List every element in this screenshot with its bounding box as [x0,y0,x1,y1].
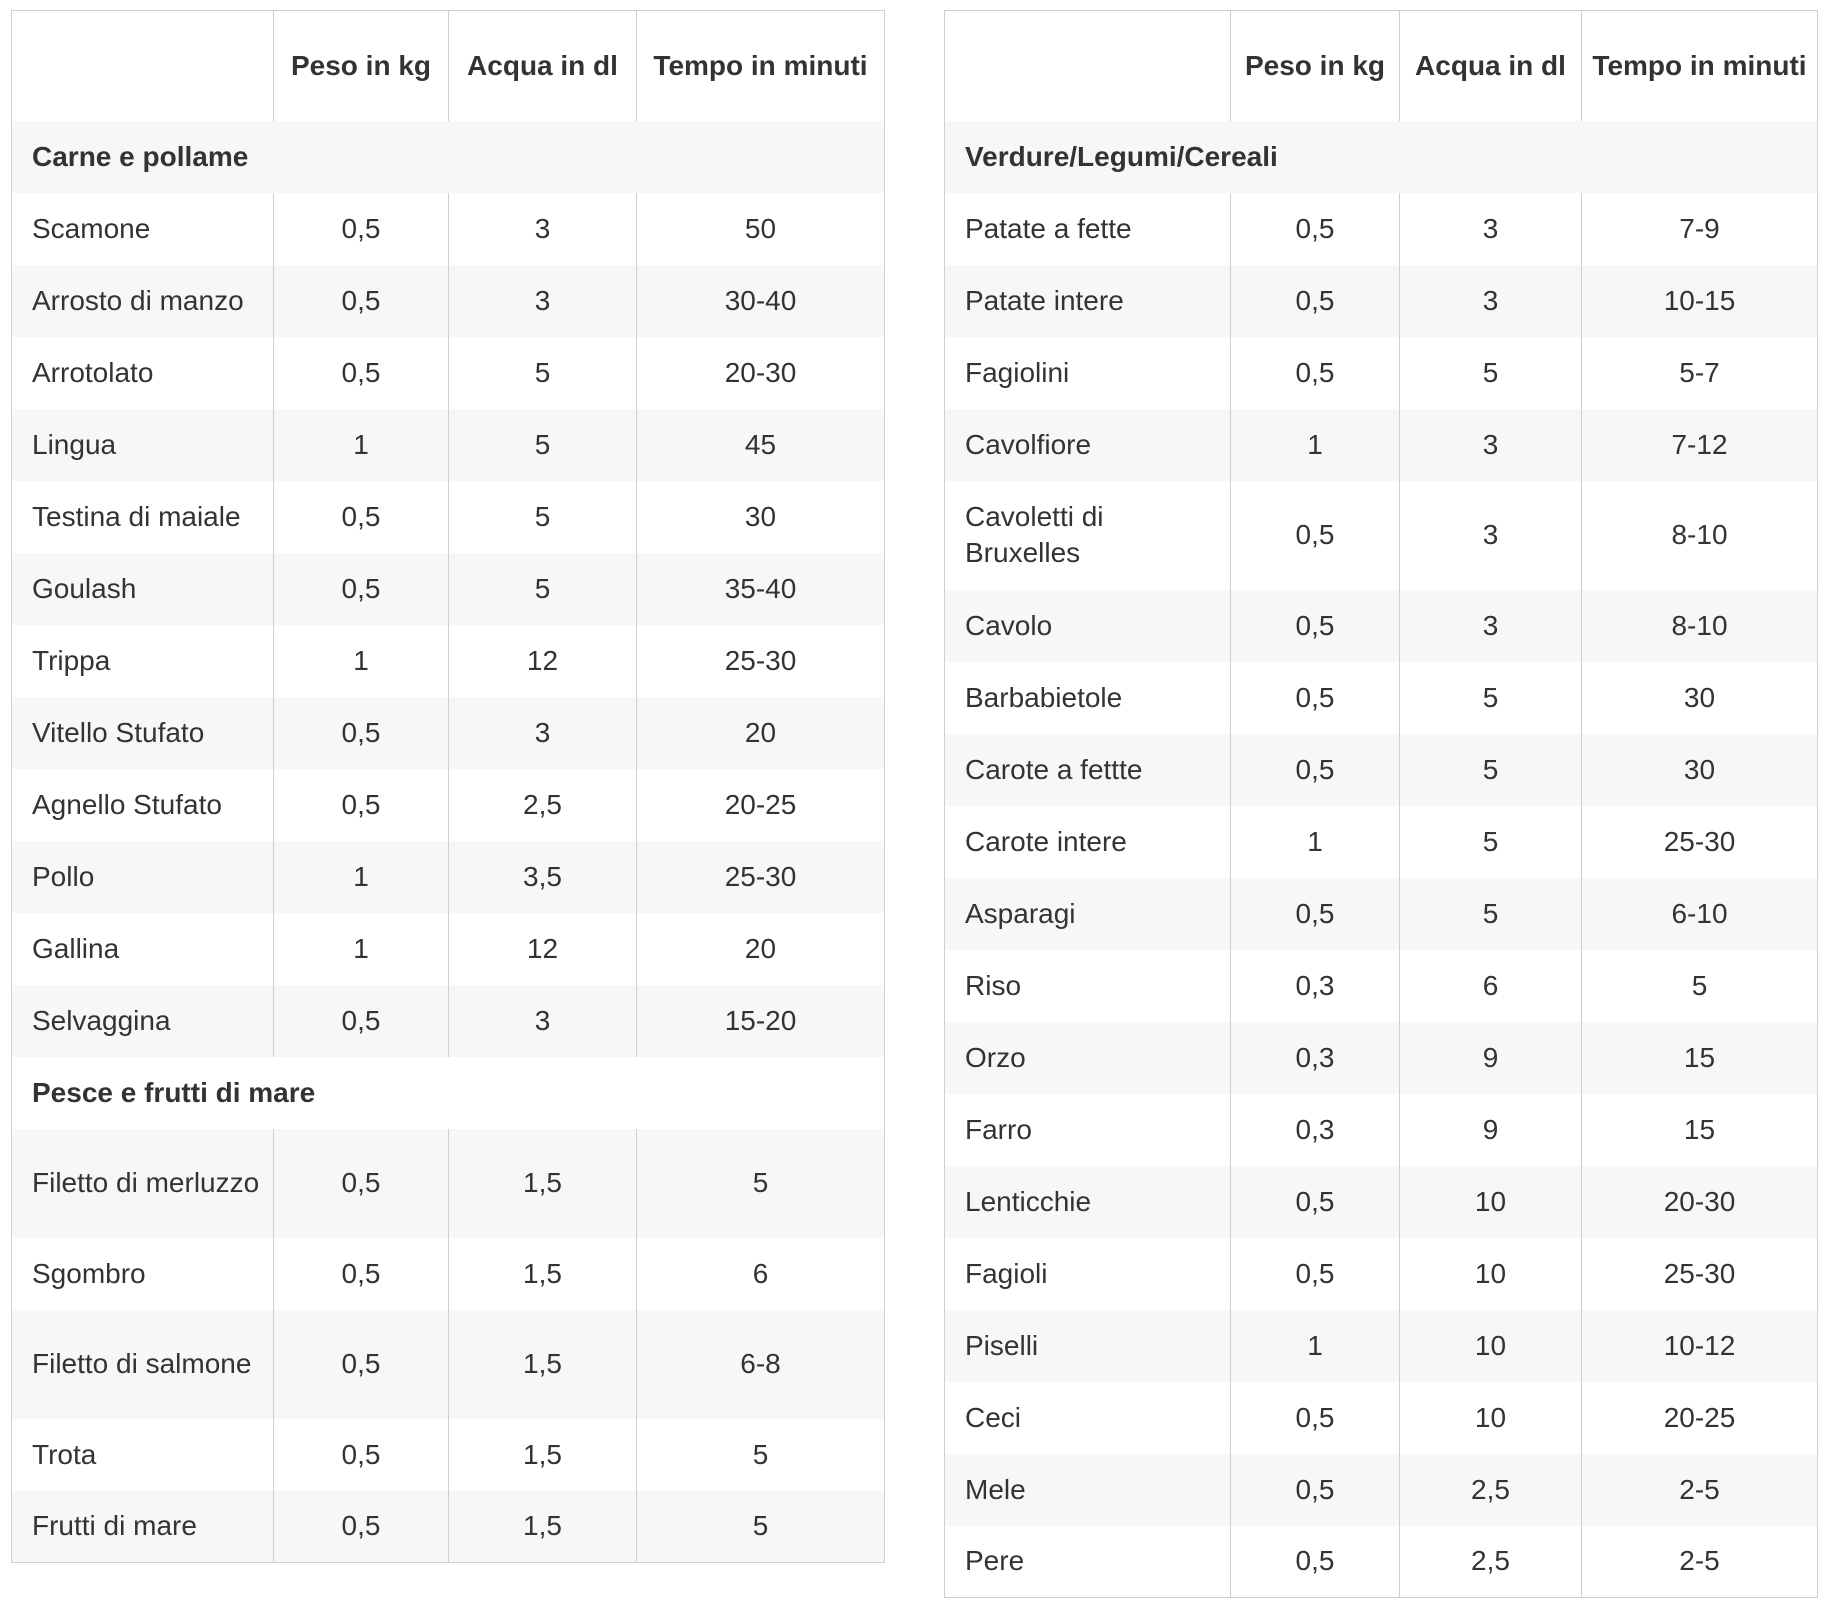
cell-tempo: 10-12 [1582,1310,1818,1382]
cell-peso: 0,5 [274,1238,449,1310]
cell-name: Vitello Stufato [12,697,274,769]
cell-tempo: 8-10 [1582,481,1818,590]
cooking-table-left [11,10,885,1563]
cell-peso: 0,5 [274,481,449,553]
cell-peso: 0,5 [1231,878,1400,950]
cell-acqua: 9 [1400,1022,1582,1094]
header-row [12,11,885,121]
table-row [945,806,1818,878]
cell-acqua: 3 [1400,481,1582,590]
table-row [945,337,1818,409]
cell-acqua: 10 [1400,1238,1582,1310]
cell-tempo: 35-40 [637,553,885,625]
table-row [945,1094,1818,1166]
header-acqua: Acqua in dl [1400,11,1582,121]
table-row [12,625,885,697]
table-row [945,1238,1818,1310]
cell-tempo: 20-25 [637,769,885,841]
table-row [12,481,885,553]
table-row [945,662,1818,734]
cell-peso: 1 [1231,1310,1400,1382]
cell-peso: 0,5 [1231,1238,1400,1310]
cell-tempo: 50 [637,193,885,265]
cell-acqua: 5 [1400,734,1582,806]
cell-peso: 0,5 [1231,1166,1400,1238]
cell-name: Goulash [12,553,274,625]
cell-peso: 0,5 [274,1419,449,1491]
table-row [12,265,885,337]
cell-tempo: 25-30 [637,841,885,913]
cell-peso: 0,3 [1231,1094,1400,1166]
cell-tempo: 6-10 [1582,878,1818,950]
cell-peso: 0,5 [1231,337,1400,409]
table-row [12,1419,885,1491]
cell-tempo: 5-7 [1582,337,1818,409]
header-tempo: Tempo in minuti [1582,11,1818,121]
cell-acqua: 1,5 [449,1419,637,1491]
cell-name: Arrosto di manzo [12,265,274,337]
cell-peso: 0,5 [1231,662,1400,734]
cell-tempo: 15 [1582,1094,1818,1166]
cell-tempo: 5 [637,1491,885,1563]
cell-peso: 1 [274,841,449,913]
cell-acqua: 5 [1400,337,1582,409]
cell-name: Trota [12,1419,274,1491]
cell-acqua: 1,5 [449,1129,637,1238]
cell-acqua: 3 [1400,193,1582,265]
cell-peso: 0,5 [1231,1526,1400,1598]
cell-acqua: 12 [449,913,637,985]
cell-tempo: 30-40 [637,265,885,337]
cell-name: Filetto di salmone [12,1310,274,1419]
cell-tempo: 20-30 [1582,1166,1818,1238]
cell-name: Orzo [945,1022,1231,1094]
table-row [945,878,1818,950]
cell-name: Trippa [12,625,274,697]
table-row [12,409,885,481]
cell-peso: 0,5 [274,1491,449,1563]
cell-peso: 0,5 [1231,265,1400,337]
table-row [945,409,1818,481]
header-row [945,11,1818,121]
cell-tempo: 45 [637,409,885,481]
cell-name: Cavolfiore [945,409,1231,481]
cell-tempo: 15-20 [637,985,885,1057]
cell-name: Lenticchie [945,1166,1231,1238]
table-row [945,1310,1818,1382]
table-row [945,590,1818,662]
cell-acqua: 2,5 [1400,1454,1582,1526]
cell-acqua: 5 [449,481,637,553]
cell-peso: 0,5 [274,265,449,337]
cell-tempo: 7-12 [1582,409,1818,481]
cell-acqua: 12 [449,625,637,697]
header-name [12,11,274,121]
table-row [945,193,1818,265]
table-row [12,1238,885,1310]
table-body [12,121,885,1563]
cell-acqua: 1,5 [449,1491,637,1563]
cell-acqua: 5 [1400,878,1582,950]
cell-acqua: 3 [449,985,637,1057]
cell-acqua: 5 [449,409,637,481]
cell-acqua: 6 [1400,950,1582,1022]
cell-tempo: 15 [1582,1022,1818,1094]
table-row [12,337,885,409]
cell-peso: 0,5 [274,1129,449,1238]
table-row [12,913,885,985]
cell-tempo: 6-8 [637,1310,885,1419]
cell-peso: 0,5 [1231,590,1400,662]
cell-acqua: 3 [449,193,637,265]
cell-tempo: 20-25 [1582,1382,1818,1454]
cell-peso: 0,5 [274,1310,449,1419]
cell-peso: 0,3 [1231,1022,1400,1094]
cell-name: Fagiolini [945,337,1231,409]
cell-acqua: 10 [1400,1310,1582,1382]
cell-name: Frutti di mare [12,1491,274,1563]
section-title: Carne e pollame [12,121,885,193]
table-row [945,481,1818,590]
cell-peso: 1 [274,625,449,697]
cell-tempo: 20-30 [637,337,885,409]
section-row [12,121,885,193]
cell-name: Asparagi [945,878,1231,950]
header-tempo: Tempo in minuti [637,11,885,121]
cell-name: Pere [945,1526,1231,1598]
section-row [945,121,1818,193]
table-row [945,1454,1818,1526]
cell-peso: 0,5 [274,337,449,409]
cell-acqua: 2,5 [449,769,637,841]
cell-tempo: 30 [1582,662,1818,734]
cell-name: Riso [945,950,1231,1022]
cell-acqua: 3 [1400,590,1582,662]
table-row [945,1166,1818,1238]
cell-acqua: 5 [1400,806,1582,878]
cell-tempo: 30 [1582,734,1818,806]
cell-acqua: 3 [449,697,637,769]
cell-tempo: 5 [637,1129,885,1238]
table-row [12,553,885,625]
cell-acqua: 10 [1400,1166,1582,1238]
section-row [12,1057,885,1129]
table-row [12,1310,885,1419]
cell-tempo: 7-9 [1582,193,1818,265]
cell-name: Arrotolato [12,337,274,409]
cell-tempo: 30 [637,481,885,553]
cell-peso: 0,5 [274,985,449,1057]
table-row [945,950,1818,1022]
cell-peso: 0,5 [1231,1454,1400,1526]
cell-tempo: 5 [1582,950,1818,1022]
cell-acqua: 10 [1400,1382,1582,1454]
cell-acqua: 3 [1400,265,1582,337]
section-title: Verdure/Legumi/Cereali [945,121,1818,193]
cell-name: Patate a fette [945,193,1231,265]
cell-acqua: 1,5 [449,1310,637,1419]
cell-name: Carote a fettte [945,734,1231,806]
section-title: Pesce e frutti di mare [12,1057,885,1129]
cell-tempo: 25-30 [1582,1238,1818,1310]
cell-peso: 0,5 [1231,1382,1400,1454]
cell-acqua: 2,5 [1400,1526,1582,1598]
cell-name: Gallina [12,913,274,985]
cell-peso: 1 [1231,409,1400,481]
cell-peso: 1 [1231,806,1400,878]
cell-name: Mele [945,1454,1231,1526]
table-row [945,734,1818,806]
cell-name: Ceci [945,1382,1231,1454]
cell-acqua: 5 [449,553,637,625]
cell-acqua: 3,5 [449,841,637,913]
cell-acqua: 3 [449,265,637,337]
cell-peso: 0,5 [1231,734,1400,806]
table-row [945,1382,1818,1454]
cell-tempo: 2-5 [1582,1454,1818,1526]
cell-name: Agnello Stufato [12,769,274,841]
table-body [945,121,1818,1598]
cell-tempo: 10-15 [1582,265,1818,337]
table-row [945,265,1818,337]
cell-name: Fagioli [945,1238,1231,1310]
table-row [12,769,885,841]
header-peso: Peso in kg [274,11,449,121]
cell-name: Farro [945,1094,1231,1166]
cell-acqua: 3 [1400,409,1582,481]
cell-peso: 0,5 [1231,193,1400,265]
cell-peso: 0,5 [274,553,449,625]
cell-name: Patate intere [945,265,1231,337]
table-row [12,841,885,913]
cell-peso: 0,5 [1231,481,1400,590]
table-row [12,1491,885,1563]
cell-tempo: 2-5 [1582,1526,1818,1598]
cell-name: Sgombro [12,1238,274,1310]
cell-name: Carote intere [945,806,1231,878]
cell-name: Cavoletti di Bruxelles [945,481,1231,590]
cell-tempo: 6 [637,1238,885,1310]
cell-name: Piselli [945,1310,1231,1382]
cell-peso: 1 [274,913,449,985]
cell-name: Barbabietole [945,662,1231,734]
cell-tempo: 25-30 [637,625,885,697]
table-row [12,193,885,265]
table-row [12,697,885,769]
cell-peso: 0,5 [274,193,449,265]
cell-tempo: 20 [637,913,885,985]
header-acqua: Acqua in dl [449,11,637,121]
cooking-table-right [944,10,1818,1598]
cell-peso: 0,5 [274,697,449,769]
cell-name: Scamone [12,193,274,265]
table-row [12,1129,885,1238]
table-row [945,1526,1818,1598]
header-peso: Peso in kg [1231,11,1400,121]
cell-name: Cavolo [945,590,1231,662]
table-row [945,1022,1818,1094]
cell-name: Pollo [12,841,274,913]
cell-acqua: 5 [449,337,637,409]
header-name [945,11,1231,121]
cell-peso: 0,3 [1231,950,1400,1022]
cell-tempo: 25-30 [1582,806,1818,878]
cell-acqua: 1,5 [449,1238,637,1310]
cell-name: Selvaggina [12,985,274,1057]
cell-tempo: 20 [637,697,885,769]
cell-name: Filetto di merluzzo [12,1129,274,1238]
cell-acqua: 5 [1400,662,1582,734]
cell-peso: 0,5 [274,769,449,841]
cell-tempo: 8-10 [1582,590,1818,662]
cell-name: Lingua [12,409,274,481]
cell-name: Testina di maiale [12,481,274,553]
cell-peso: 1 [274,409,449,481]
cell-tempo: 5 [637,1419,885,1491]
cell-acqua: 9 [1400,1094,1582,1166]
table-row [12,985,885,1057]
